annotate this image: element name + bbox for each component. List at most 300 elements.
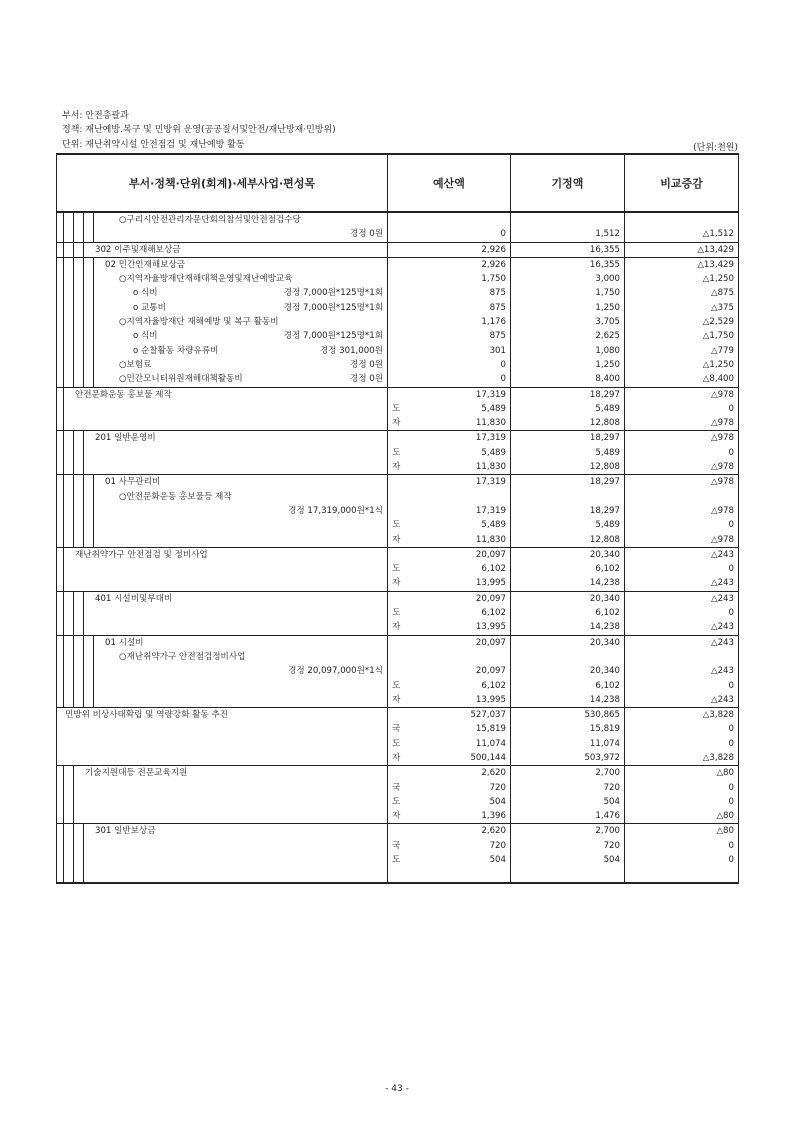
budget-cell [388, 824, 511, 883]
tree-line [83, 592, 84, 635]
diff-value [625, 213, 738, 227]
fund-source: 자 [392, 622, 401, 633]
item-cell [57, 824, 388, 883]
tree-line [73, 636, 74, 707]
budget-value: 15,819 [475, 724, 506, 735]
item-label: o 교통비 [133, 302, 166, 313]
diff-cell [625, 591, 739, 635]
table-row [57, 257, 739, 387]
budget-cell [388, 431, 511, 475]
budget-value: 527,037 [470, 710, 506, 721]
diff-cell [625, 824, 739, 883]
diff-value: △978 [710, 534, 734, 545]
budget-value: 17,319 [475, 505, 506, 516]
fund-source [388, 372, 402, 386]
budget-value: 13,995 [475, 694, 506, 705]
item-label: 02 민간인재해보상금 [105, 259, 186, 270]
item-label: 01 시설비 [105, 637, 144, 648]
budget-value: 17,319 [475, 389, 506, 400]
table-row [57, 387, 739, 431]
tree-line [83, 243, 84, 257]
item-cell [57, 431, 388, 475]
budget-value: 13,995 [475, 622, 506, 633]
budget-cell [388, 547, 511, 591]
budget-value: 11,830 [475, 418, 506, 429]
item-cell [57, 242, 388, 257]
budget-cell [388, 635, 511, 707]
diff-value: △2,529 [702, 317, 734, 328]
item-label: ○안전문화운동 홍보물등 제작 [119, 491, 232, 502]
budget-body [57, 212, 739, 883]
budget-value: 6,102 [481, 608, 506, 619]
prev-cell [511, 591, 625, 635]
diff-value: 0 [728, 608, 734, 619]
item-cell [57, 257, 388, 387]
diff-value: 0 [728, 403, 734, 414]
prev-value: 11,074 [589, 738, 620, 749]
budget-value: 20,097 [475, 593, 506, 604]
tree-line [63, 592, 64, 635]
item-label: o 식비 [133, 288, 158, 299]
item-calc: 경정 0원 [349, 359, 383, 370]
budget-value: 5,489 [481, 520, 506, 531]
item-cell [57, 475, 388, 547]
table-row [57, 766, 739, 824]
table-row [57, 212, 739, 242]
prev-cell [511, 635, 625, 707]
diff-value: △1,250 [702, 274, 734, 285]
prev-cell [511, 766, 625, 824]
item-label: 민방위 비상사태확립 및 역량강화 활동 추진 [65, 710, 229, 721]
diff-cell [625, 431, 739, 475]
diff-value: 0 [728, 680, 734, 691]
prev-value: 18,297 [589, 505, 620, 516]
item-calc: 경정 17,319,000원*1식 [288, 505, 383, 516]
dept-line: 부서: 안전총괄과 [62, 111, 129, 121]
fund-source [388, 490, 402, 504]
prev-value: 15,819 [589, 724, 620, 735]
fund-source [388, 272, 402, 286]
budget-value: 2,926 [481, 244, 506, 255]
budget-cell [388, 708, 511, 766]
fund-source: 도 [392, 680, 401, 691]
tree-line [63, 258, 64, 387]
item-cell [57, 591, 388, 635]
item-label: 01 사무관리비 [105, 477, 161, 488]
budget-value: 2,620 [481, 768, 506, 779]
table-row [57, 591, 739, 635]
budget-value: 301 [489, 345, 506, 356]
item-label: 안전문화운동 홍보물 제작 [75, 389, 172, 400]
prev-value: 12,808 [589, 534, 620, 545]
budget-value: 20,097 [475, 637, 506, 648]
prev-value: 3,000 [595, 274, 620, 285]
fund-source [388, 301, 402, 315]
fund-source: 자 [392, 418, 401, 429]
tree-line [73, 475, 74, 546]
prev-value: 16,355 [589, 259, 620, 270]
item-label: 302 이주및재해보상금 [95, 244, 181, 255]
budget-value [402, 213, 510, 227]
tree-line [93, 213, 94, 242]
table-row [57, 547, 739, 591]
prev-value: 18,297 [589, 433, 620, 444]
fund-source: 자 [392, 578, 401, 589]
item-calc: 경정 0원 [349, 374, 383, 385]
prev-value: 3,705 [595, 317, 620, 328]
diff-value: △243 [710, 622, 734, 633]
diff-cell [625, 212, 739, 242]
fund-source: 자 [392, 811, 401, 822]
tree-line [83, 258, 84, 387]
diff-value: △243 [710, 694, 734, 705]
fund-source [388, 344, 402, 358]
prev-cell [511, 387, 625, 431]
diff-value: 0 [728, 738, 734, 749]
item-label: 401 시설비및부대비 [95, 593, 173, 604]
prev-value [511, 213, 624, 227]
header-item: 부서·정책·단위(회계)·세부사업·편성목 [57, 154, 388, 212]
budget-value: 11,830 [475, 462, 506, 473]
item-label: o 식비 [133, 331, 158, 342]
budget-value: 20,097 [475, 549, 506, 560]
diff-value: 0 [728, 840, 734, 851]
budget-value: 11,074 [475, 738, 506, 749]
prev-value: 504 [603, 796, 620, 807]
prev-value: 1,250 [595, 302, 620, 313]
diff-value: △978 [710, 477, 734, 488]
diff-cell [625, 766, 739, 824]
fund-source: 자 [392, 694, 401, 705]
diff-cell [625, 387, 739, 431]
unit-note: (단위:천원) [693, 143, 738, 153]
diff-value: 0 [728, 564, 734, 575]
item-label: 201 일반운영비 [95, 433, 156, 444]
fund-source [388, 388, 402, 402]
prev-value: 20,340 [589, 666, 620, 677]
prev-value: 14,238 [589, 622, 620, 633]
item-cell [57, 766, 388, 824]
item-cell [57, 635, 388, 707]
fund-source [388, 636, 402, 650]
tree-line [63, 243, 64, 257]
fund-source [388, 358, 402, 372]
policy-line: 정책: 재난예방.복구 및 민방위 운영(공공질서및안전/재난방재·민방위) [62, 125, 336, 135]
tree-line [73, 258, 74, 387]
prev-cell [511, 708, 625, 766]
budget-value: 720 [489, 782, 506, 793]
prev-value: 2,700 [595, 768, 620, 779]
table-row [57, 475, 739, 547]
prev-value: 720 [603, 782, 620, 793]
item-cell [57, 708, 388, 766]
diff-value: △243 [710, 578, 734, 589]
prev-value: 1,250 [595, 359, 620, 370]
diff-value: △243 [710, 593, 734, 604]
tree-line [73, 592, 74, 635]
table-row [57, 635, 739, 707]
budget-value: 1,750 [481, 274, 506, 285]
fund-source [388, 286, 402, 300]
diff-cell [625, 708, 739, 766]
item-label: 301 일반보상금 [95, 826, 156, 837]
fund-source [388, 329, 402, 343]
budget-value [402, 490, 510, 504]
tree-line [83, 824, 84, 881]
fund-source: 도 [392, 403, 401, 414]
fund-source: 자 [392, 752, 401, 763]
prev-value: 503,972 [584, 752, 620, 763]
prev-value: 720 [603, 840, 620, 851]
header-budget: 예산액 [388, 154, 511, 212]
fund-source: 도 [392, 738, 401, 749]
tree-line [73, 824, 74, 881]
table-row [57, 708, 739, 766]
item-label: 기술지원대등 전문교육지원 [85, 768, 188, 779]
header-prev: 기정액 [511, 154, 625, 212]
prev-cell [511, 257, 625, 387]
budget-value: 0 [500, 359, 506, 370]
tree-line [83, 213, 84, 242]
fund-source: 도 [392, 796, 401, 807]
prev-value: 12,808 [589, 418, 620, 429]
budget-value: 2,926 [481, 259, 506, 270]
table-row [57, 242, 739, 257]
fund-source [388, 504, 402, 518]
fund-source [388, 824, 402, 838]
budget-value: 2,620 [481, 826, 506, 837]
item-label: ○지역자율방재단재해대책운영및재난예방교육 [119, 274, 293, 285]
diff-value: 0 [728, 855, 734, 866]
budget-value: 6,102 [481, 564, 506, 575]
tree-line [63, 431, 64, 474]
item-calc: 경정 0원 [349, 229, 383, 240]
item-calc: 경정 7,000원*125명*1회 [283, 331, 383, 342]
prev-value: 12,808 [589, 462, 620, 473]
diff-value: △80 [716, 826, 734, 837]
prev-cell [511, 475, 625, 547]
tree-line [63, 475, 64, 546]
prev-cell [511, 824, 625, 883]
header-diff: 비교증감 [625, 154, 739, 212]
diff-value [625, 650, 738, 664]
fund-source [388, 708, 402, 722]
tree-line [73, 766, 74, 823]
prev-value: 2,625 [595, 331, 620, 342]
budget-cell [388, 475, 511, 547]
tree-line [93, 475, 94, 546]
diff-cell [625, 547, 739, 591]
budget-cell [388, 257, 511, 387]
diff-value: △978 [710, 418, 734, 429]
tree-line [73, 213, 74, 242]
tree-line [83, 636, 84, 707]
fund-source [388, 475, 402, 489]
prev-value [511, 650, 624, 664]
prev-value: 5,489 [595, 403, 620, 414]
budget-value: 500,144 [470, 752, 506, 763]
fund-source: 국 [392, 782, 401, 793]
diff-value: 0 [728, 796, 734, 807]
fund-source: 도 [392, 855, 401, 866]
prev-value: 14,238 [589, 694, 620, 705]
diff-value: △3,828 [702, 752, 734, 763]
diff-value: △80 [716, 768, 734, 779]
prev-value: 5,489 [595, 447, 620, 458]
item-calc: 경정 20,097,000원*1식 [288, 666, 383, 677]
prev-value: 16,355 [589, 244, 620, 255]
diff-value: △13,429 [697, 259, 734, 270]
budget-value: 17,319 [475, 433, 506, 444]
tree-line [63, 548, 64, 591]
budget-cell [388, 242, 511, 257]
budget-value: 1,176 [481, 317, 506, 328]
diff-value: △1,512 [702, 229, 734, 240]
item-label: ○재난취약가구 안전점검정비사업 [119, 651, 246, 662]
budget-value: 5,489 [481, 403, 506, 414]
diff-value: △243 [710, 637, 734, 648]
table-row [57, 431, 739, 475]
fund-source [388, 258, 402, 272]
diff-cell [625, 242, 739, 257]
fund-source: 국 [392, 724, 401, 735]
diff-value: △978 [710, 433, 734, 444]
budget-value: 0 [500, 374, 506, 385]
item-calc: 경정 7,000원*125명*1회 [283, 288, 383, 299]
diff-value: △8,400 [702, 374, 734, 385]
budget-value: 5,489 [481, 447, 506, 458]
fund-source [388, 650, 402, 664]
item-cell [57, 212, 388, 242]
fund-source: 도 [392, 564, 401, 575]
fund-source [388, 548, 402, 562]
unit-line: 단위: 재난취약시설 안전점검 및 재난예방 활동 [62, 140, 245, 150]
budget-value: 504 [489, 855, 506, 866]
diff-cell [625, 635, 739, 707]
budget-cell [388, 212, 511, 242]
fund-source: 도 [392, 447, 401, 458]
budget-value: 875 [489, 302, 506, 313]
budget-cell [388, 387, 511, 431]
fund-source [388, 592, 402, 606]
tree-line [83, 475, 84, 546]
fund-source [388, 213, 402, 227]
prev-value: 18,297 [589, 477, 620, 488]
prev-value: 6,102 [595, 680, 620, 691]
tree-line [73, 243, 74, 257]
diff-value: △375 [710, 302, 734, 313]
prev-cell [511, 547, 625, 591]
budget-value: 20,097 [475, 666, 506, 677]
prev-cell [511, 431, 625, 475]
budget-value: 1,396 [481, 811, 506, 822]
budget-value: 720 [489, 840, 506, 851]
budget-cell [388, 766, 511, 824]
prev-value: 1,750 [595, 288, 620, 299]
diff-value: △978 [710, 389, 734, 400]
tree-line [93, 636, 94, 707]
item-label: ○구리시안전관리자문단회의참석및안전점검수당 [119, 215, 301, 225]
item-label: ○보험료 [119, 359, 152, 370]
item-cell [57, 387, 388, 431]
prev-value: 504 [603, 855, 620, 866]
prev-value: 6,102 [595, 564, 620, 575]
budget-value: 6,102 [481, 680, 506, 691]
prev-cell [511, 242, 625, 257]
diff-cell [625, 475, 739, 547]
item-calc: 경정 7,000원*125명*1회 [283, 302, 383, 313]
fund-source: 국 [392, 840, 401, 851]
tree-line [83, 431, 84, 474]
diff-value: △779 [710, 345, 734, 356]
diff-value: 0 [728, 447, 734, 458]
prev-value: 18,297 [589, 389, 620, 400]
prev-value: 1,512 [595, 229, 620, 240]
diff-value: △3,828 [702, 710, 734, 721]
prev-value: 1,080 [595, 345, 620, 356]
diff-value: △875 [710, 288, 734, 299]
tree-line [63, 213, 64, 242]
fund-source [388, 664, 402, 678]
diff-cell [625, 257, 739, 387]
budget-value [402, 650, 510, 664]
prev-value: 2,700 [595, 826, 620, 837]
prev-value: 1,476 [595, 811, 620, 822]
item-cell [57, 547, 388, 591]
diff-value: 0 [728, 724, 734, 735]
fund-source [388, 315, 402, 329]
prev-value: 14,238 [589, 578, 620, 589]
prev-value: 8,400 [595, 374, 620, 385]
diff-value: △978 [710, 462, 734, 473]
fund-source [388, 766, 402, 780]
diff-value: △978 [710, 505, 734, 516]
budget-value: 17,319 [475, 477, 506, 488]
prev-cell [511, 212, 625, 242]
fund-source [388, 227, 402, 241]
budget-value: 0 [500, 229, 506, 240]
item-label: ○지역자율방재단 재해예방 및 복구 활동비 [119, 317, 279, 328]
diff-value: △243 [710, 666, 734, 677]
budget-cell [388, 591, 511, 635]
prev-value: 6,102 [595, 608, 620, 619]
fund-source [388, 431, 402, 445]
tree-line [63, 766, 64, 823]
budget-value: 13,995 [475, 578, 506, 589]
prev-value: 20,340 [589, 549, 620, 560]
diff-value: 0 [728, 520, 734, 531]
budget-value: 504 [489, 796, 506, 807]
item-label: ○민간모니터위원재해대책활동비 [119, 374, 243, 385]
budget-value: 11,830 [475, 534, 506, 545]
tree-line [63, 824, 64, 881]
tree-line [63, 388, 64, 431]
fund-source: 자 [392, 462, 401, 473]
diff-value: △243 [710, 549, 734, 560]
page-number: - 43 - [385, 1084, 409, 1094]
diff-value: 0 [728, 782, 734, 793]
diff-value: △1,750 [702, 331, 734, 342]
budget-value: 875 [489, 288, 506, 299]
fund-source: 도 [392, 520, 401, 531]
fund-source: 도 [392, 608, 401, 619]
diff-value [625, 490, 738, 504]
prev-value: 20,340 [589, 593, 620, 604]
prev-value [511, 490, 624, 504]
fund-source: 자 [392, 534, 401, 545]
tree-line [93, 258, 94, 387]
prev-value: 5,489 [595, 520, 620, 531]
